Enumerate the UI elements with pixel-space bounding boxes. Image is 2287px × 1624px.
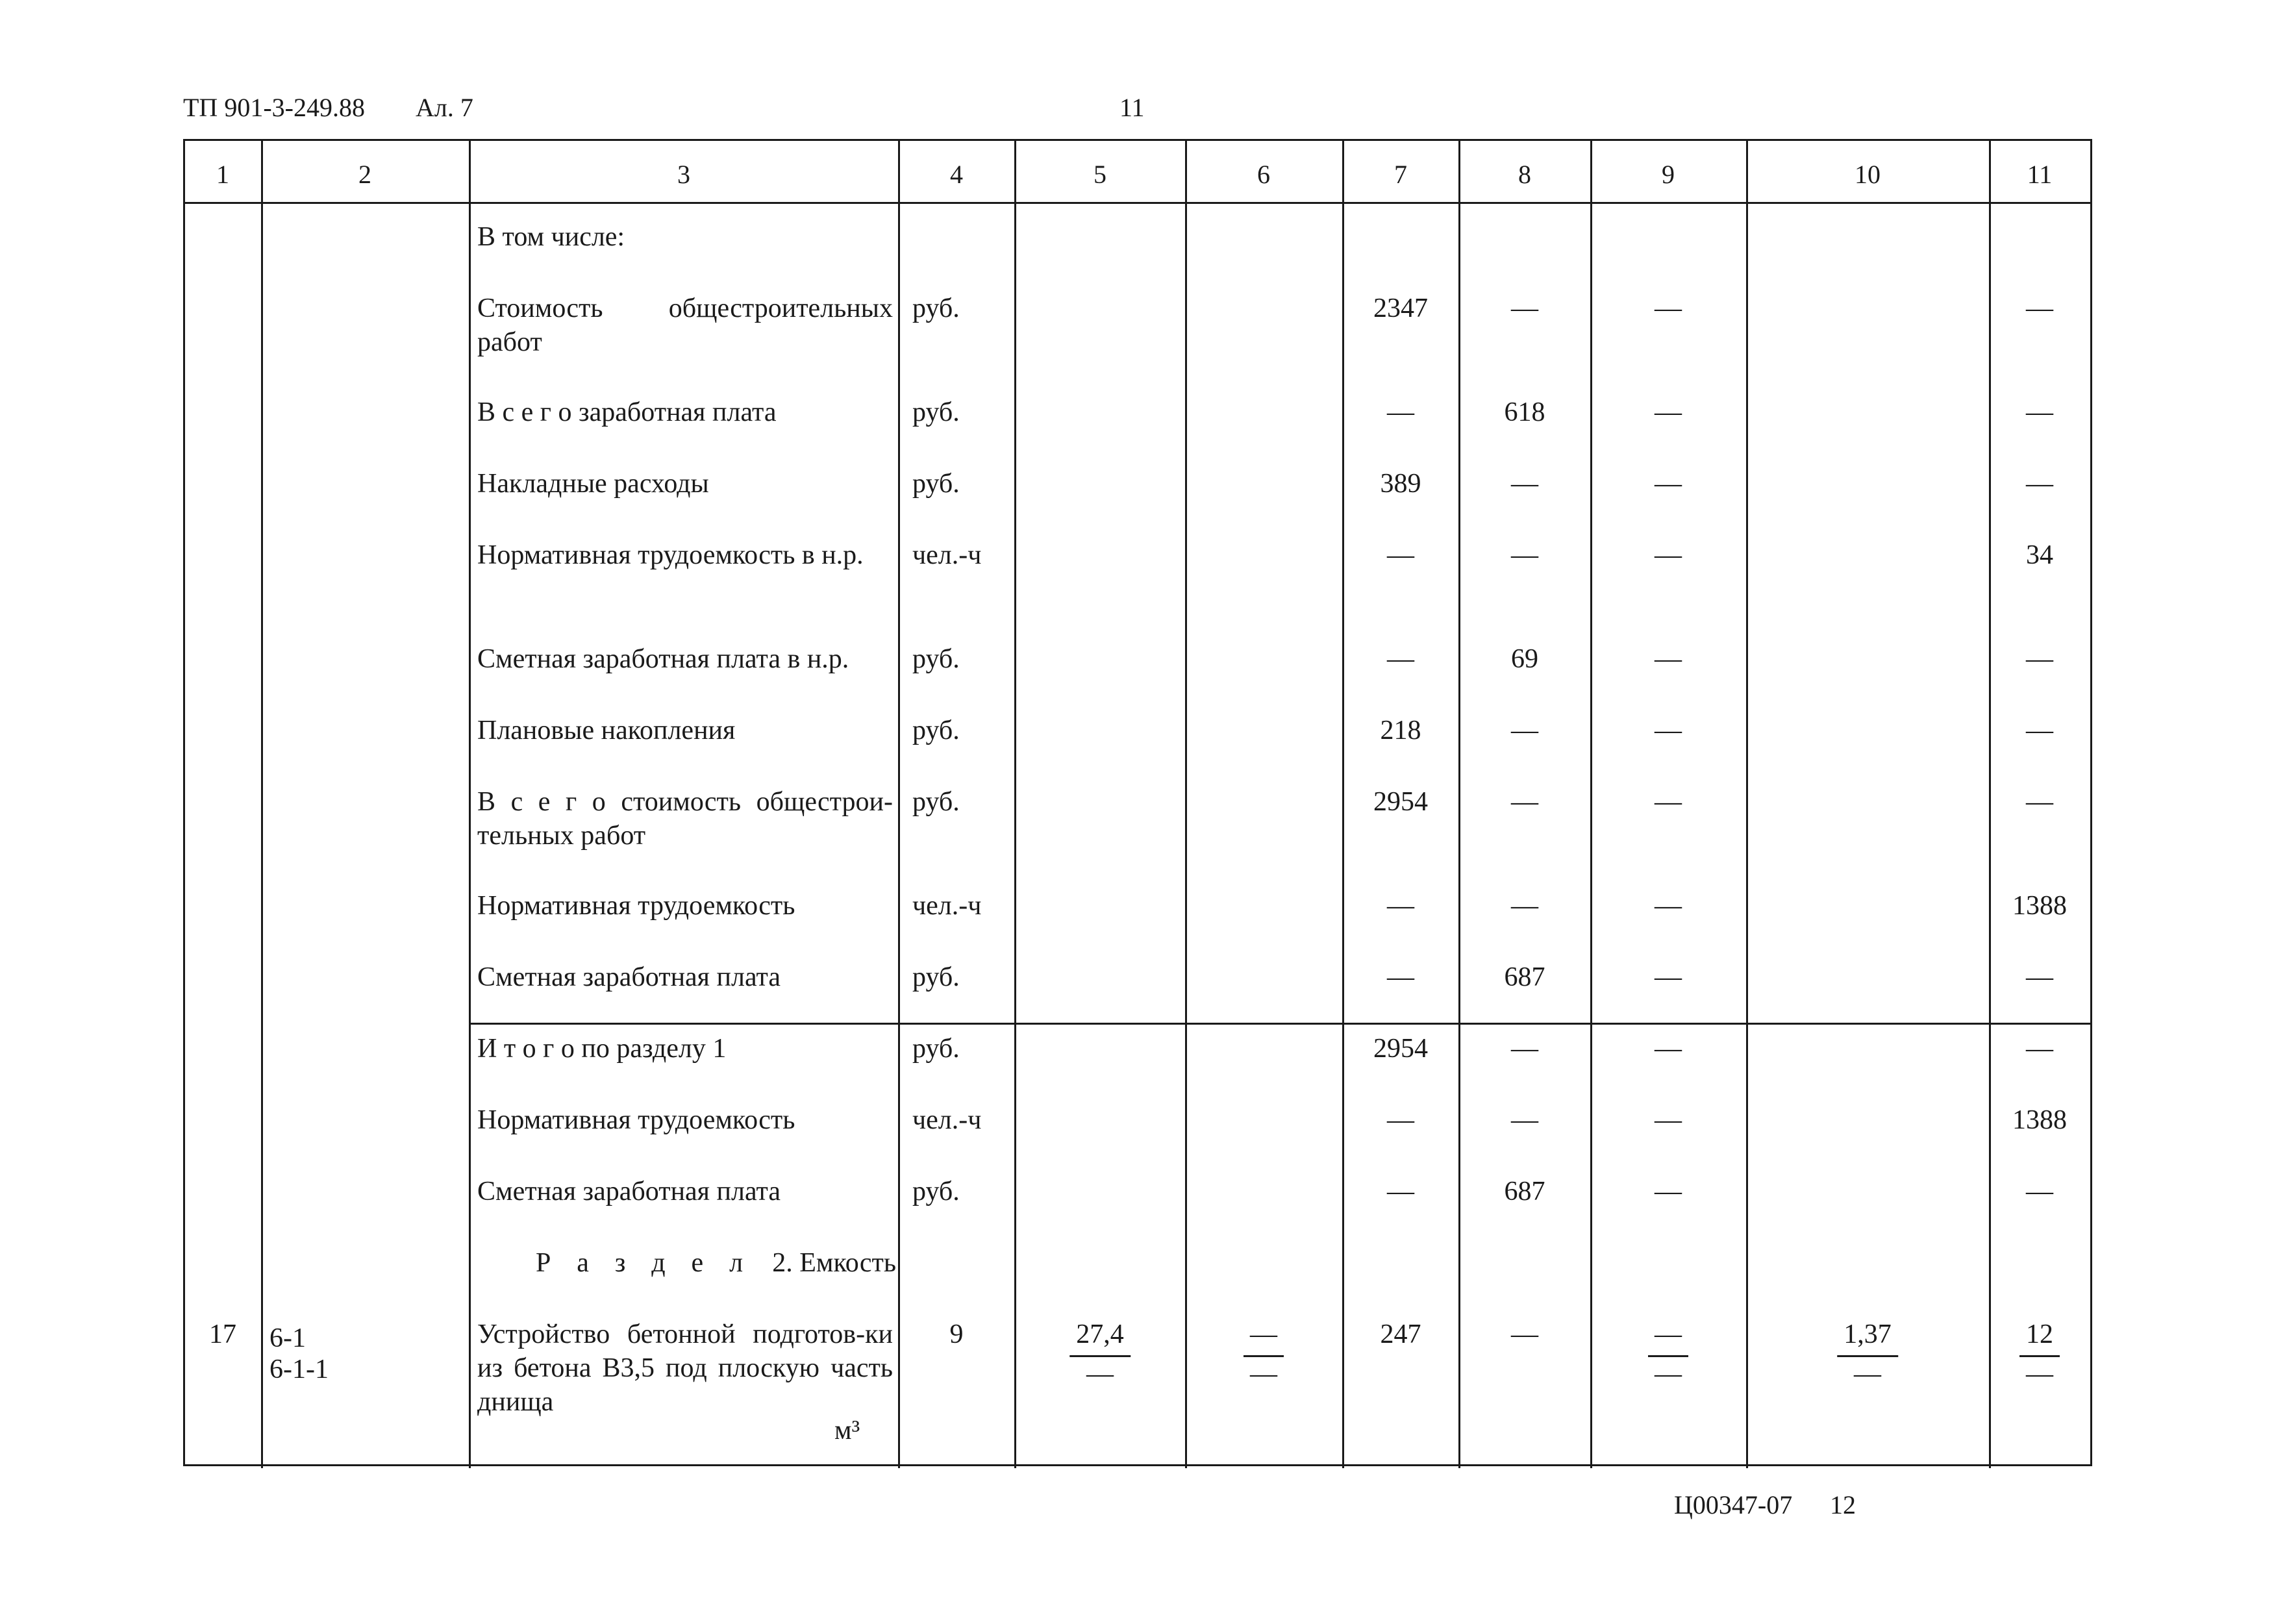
row-c11: — xyxy=(2026,469,2053,499)
row-c9: — xyxy=(1655,1034,1682,1064)
row-c9: — xyxy=(1655,469,1682,499)
row-c8: — xyxy=(1511,294,1538,323)
row-c8: — xyxy=(1511,1034,1538,1064)
row-unit: руб. xyxy=(912,787,960,817)
item-c10-bot: — xyxy=(1854,1359,1881,1389)
row-c8: — xyxy=(1511,716,1538,745)
row-c7: 2954 xyxy=(1373,787,1428,817)
item-c11-top: 12 xyxy=(2019,1318,2060,1357)
col-divider xyxy=(1746,141,1748,1468)
col-divider xyxy=(1989,141,1991,1468)
col-num-1: 1 xyxy=(216,160,229,189)
row-c11: — xyxy=(2026,962,2053,992)
col-num-7: 7 xyxy=(1394,160,1407,189)
col-num-11: 11 xyxy=(2027,160,2053,189)
row-label: Стоимость общестроительных работ xyxy=(477,294,893,357)
row-c7: 2954 xyxy=(1373,1034,1428,1064)
row-c7: — xyxy=(1387,644,1414,674)
item-c10-top: 1,37 xyxy=(1837,1318,1898,1357)
item-c6-fraction xyxy=(1243,1318,1284,1391)
item-c11-fraction xyxy=(2019,1318,2060,1391)
row-unit: руб. xyxy=(912,962,960,992)
album-number: Ал. 7 xyxy=(416,93,473,122)
row-c11: — xyxy=(2026,1177,2053,1206)
section-label: Р а з д е л xyxy=(536,1248,753,1278)
row-c11: — xyxy=(2026,716,2053,745)
item-code-2: 6-1-1 xyxy=(269,1355,329,1384)
row-c8: — xyxy=(1511,787,1538,817)
page-number: 11 xyxy=(1119,93,1145,122)
row-c11: — xyxy=(2026,1034,2053,1064)
col-divider xyxy=(1458,141,1460,1468)
row-c7: 2347 xyxy=(1373,294,1428,323)
row-c7: — xyxy=(1387,891,1414,921)
item-c9-bot: — xyxy=(1655,1359,1682,1389)
footer-code: Ц00347-07 xyxy=(1674,1490,1793,1519)
row-c11: — xyxy=(2026,787,2053,817)
row-c8: 687 xyxy=(1504,962,1545,992)
item-number: 17 xyxy=(209,1319,236,1349)
row-label: Сметная заработная плата xyxy=(477,1177,781,1206)
row-c9: — xyxy=(1655,540,1682,570)
col-divider xyxy=(469,141,471,1468)
subtotal-label: И т о г о по разделу 1 xyxy=(477,1034,727,1064)
item-c5-bot: — xyxy=(1086,1359,1114,1389)
header-row-divider xyxy=(185,202,2090,204)
item-c9-top: — xyxy=(1648,1318,1688,1357)
row-c8: — xyxy=(1511,540,1538,570)
row-c8: 687 xyxy=(1504,1177,1545,1206)
document-code: ТП 901-3-249.88 xyxy=(183,93,365,122)
row-c7: — xyxy=(1387,962,1414,992)
row-label: Нормативная трудоемкость xyxy=(477,891,795,921)
item-c4: 9 xyxy=(949,1319,964,1349)
row-c11: — xyxy=(2026,644,2053,674)
row-c11: 1388 xyxy=(2012,1105,2067,1135)
row-label: Накладные расходы xyxy=(477,469,709,499)
col-divider xyxy=(1590,141,1592,1468)
item-c8: — xyxy=(1511,1319,1538,1349)
col-num-6: 6 xyxy=(1257,160,1270,189)
row-c11: — xyxy=(2026,397,2053,427)
col-divider xyxy=(1014,141,1016,1468)
row-c7: 389 xyxy=(1380,469,1421,499)
row-c11: 34 xyxy=(2026,540,2053,570)
section-title: 2. Емкость xyxy=(772,1248,896,1278)
section-heading xyxy=(536,1246,896,1280)
row-label: В с е г о стоимость общестрои-тельных работ xyxy=(477,787,893,851)
item-unit: м³ xyxy=(834,1416,860,1445)
row-c9: — xyxy=(1655,787,1682,817)
row-c11: 1388 xyxy=(2012,891,2067,921)
col-num-3: 3 xyxy=(677,160,690,189)
item-c7: 247 xyxy=(1380,1319,1421,1349)
row-unit: руб. xyxy=(912,644,960,674)
row-c9: — xyxy=(1655,1177,1682,1206)
col-num-5: 5 xyxy=(1094,160,1106,189)
col-num-2: 2 xyxy=(358,160,371,189)
row-c9: — xyxy=(1655,294,1682,323)
row-c9: — xyxy=(1655,644,1682,674)
col-num-4: 4 xyxy=(950,160,963,189)
item-c11-bot: — xyxy=(2026,1359,2053,1389)
col-divider xyxy=(898,141,900,1468)
item-c9-fraction xyxy=(1648,1318,1688,1391)
row-unit: чел.-ч xyxy=(912,540,982,570)
col-divider xyxy=(261,141,263,1468)
row-c9: — xyxy=(1655,962,1682,992)
col-num-8: 8 xyxy=(1518,160,1531,189)
item-code-1: 6-1 xyxy=(269,1323,306,1353)
subtotal-divider xyxy=(469,1023,2090,1025)
row-c9: — xyxy=(1655,1105,1682,1135)
row-label: Сметная заработная плата в н.р. xyxy=(477,644,849,674)
row-c7: — xyxy=(1387,540,1414,570)
row-label: Нормативная трудоемкость в н.р. xyxy=(477,540,864,570)
row-label: В с е г о заработная плата xyxy=(477,397,777,427)
footer-sheet: 12 xyxy=(1830,1490,1856,1519)
row-unit: руб. xyxy=(912,294,960,323)
estimate-table xyxy=(183,139,2092,1466)
row-c8: 69 xyxy=(1511,644,1538,674)
row-c7: — xyxy=(1387,1177,1414,1206)
row-unit: руб. xyxy=(912,716,960,745)
row-unit: чел.-ч xyxy=(912,891,982,921)
row-c11: — xyxy=(2026,294,2053,323)
row-label: В том числе: xyxy=(477,222,625,252)
row-c8: — xyxy=(1511,1105,1538,1135)
row-c8: 618 xyxy=(1504,397,1545,427)
row-label: Плановые накопления xyxy=(477,716,736,745)
row-c8: — xyxy=(1511,469,1538,499)
col-num-10: 10 xyxy=(1855,160,1881,189)
row-unit: чел.-ч xyxy=(912,1105,982,1135)
row-unit: руб. xyxy=(912,469,960,499)
row-c9: — xyxy=(1655,891,1682,921)
item-c5-top: 27,4 xyxy=(1069,1318,1131,1357)
row-unit: руб. xyxy=(912,397,960,427)
item-c6-top: — xyxy=(1243,1318,1284,1357)
item-c6-bot: — xyxy=(1250,1359,1277,1389)
row-unit: руб. xyxy=(912,1034,960,1064)
row-label: Нормативная трудоемкость xyxy=(477,1105,795,1135)
item-c5-fraction xyxy=(1069,1318,1131,1391)
item-c10-fraction xyxy=(1837,1318,1898,1391)
item-description: Устройство бетонной подготов-ки из бетона В3,5 под плоскую часть днища xyxy=(477,1319,893,1417)
row-c7: — xyxy=(1387,397,1414,427)
row-unit: руб. xyxy=(912,1177,960,1206)
row-c7: — xyxy=(1387,1105,1414,1135)
row-c8: — xyxy=(1511,891,1538,921)
row-c9: — xyxy=(1655,397,1682,427)
row-c7: 218 xyxy=(1380,716,1421,745)
col-divider xyxy=(1185,141,1187,1468)
col-divider xyxy=(1342,141,1344,1468)
col-num-9: 9 xyxy=(1662,160,1675,189)
row-c9: — xyxy=(1655,716,1682,745)
row-label: Сметная заработная плата xyxy=(477,962,781,992)
